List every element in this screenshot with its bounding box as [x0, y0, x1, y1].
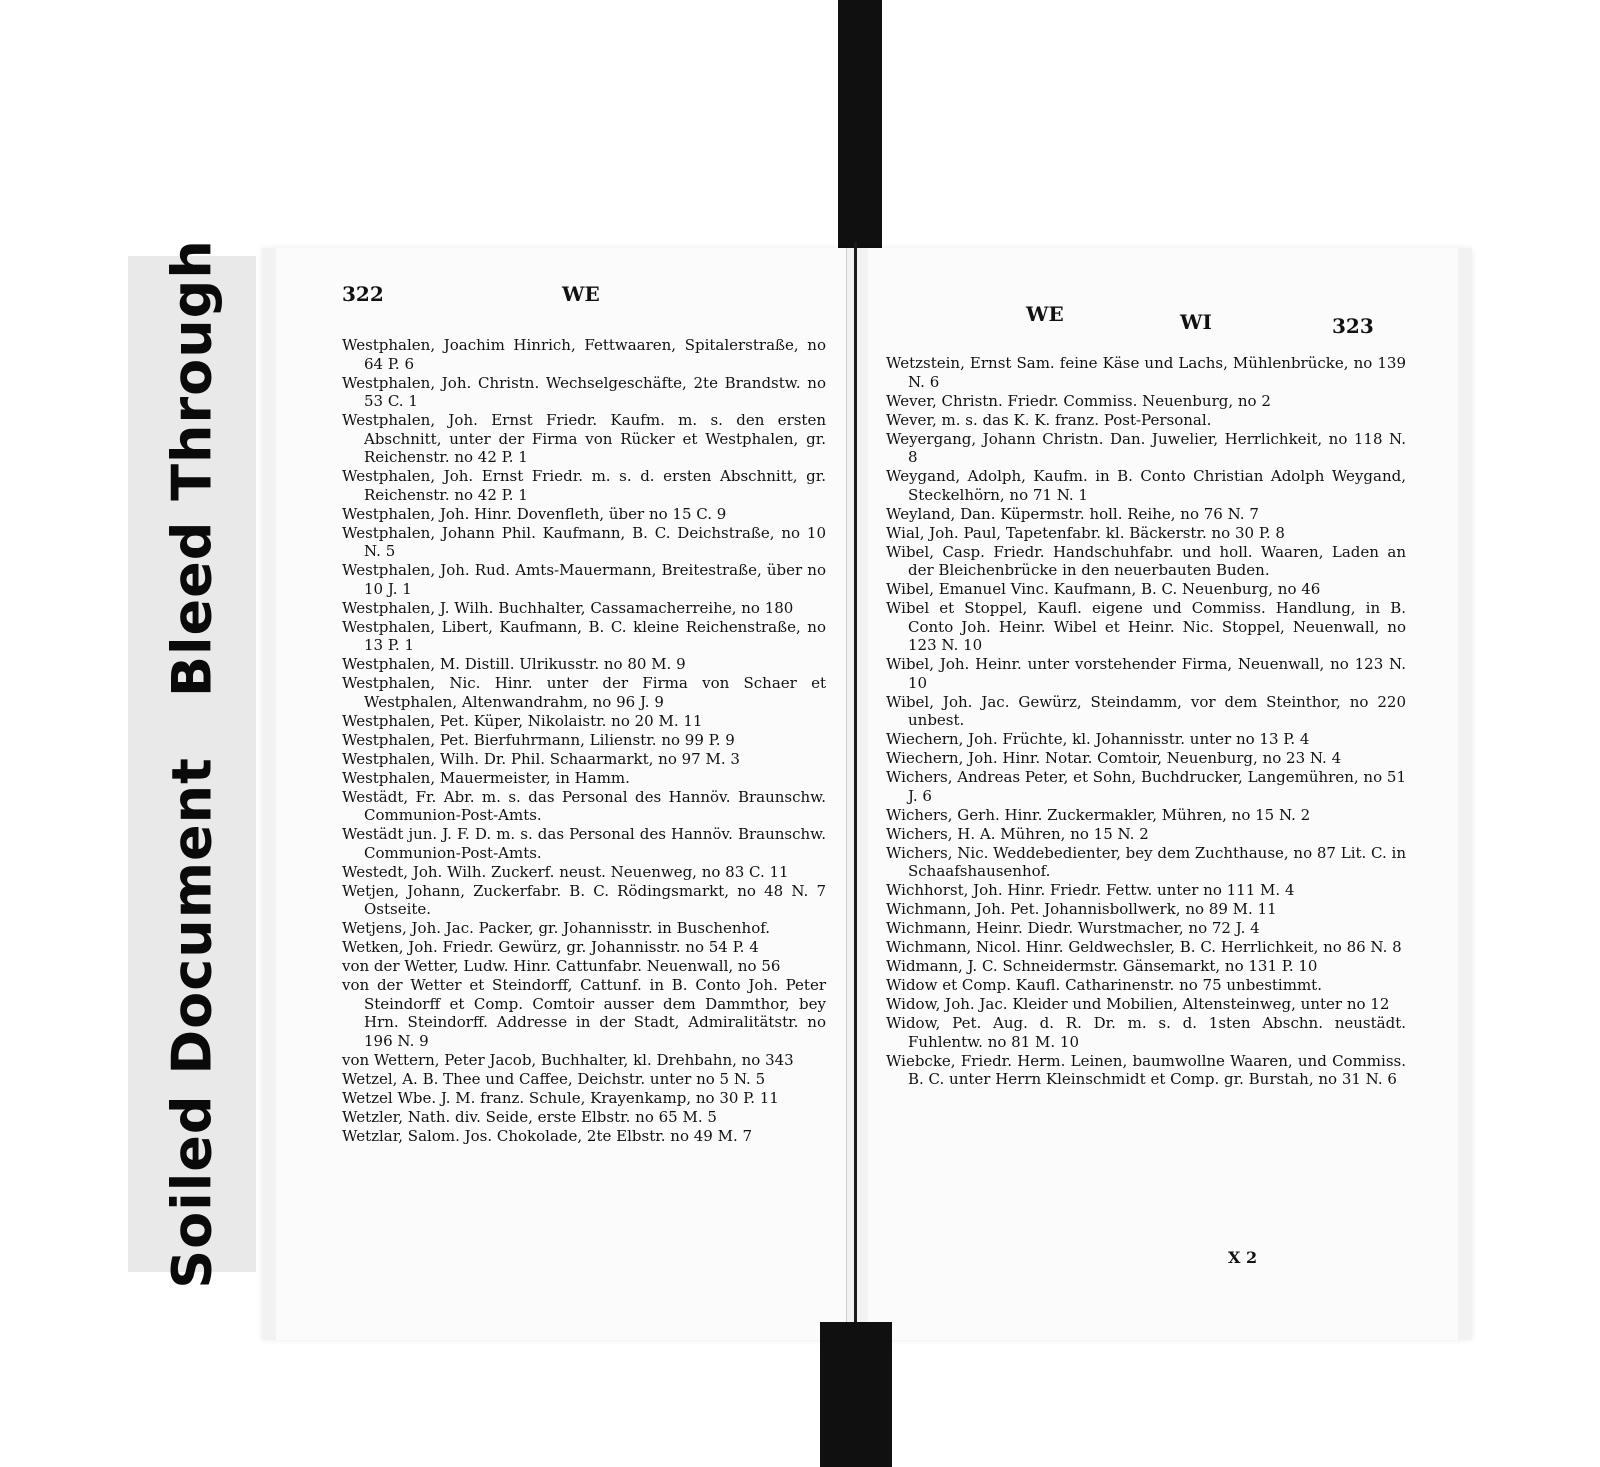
directory-entry: Widow, Joh. Jac. Kleider und Mobilien, Altensteinweg, unter no 12 — [886, 995, 1390, 1013]
directory-entry: Westphalen, Pet. Küper, Nikolaistr. no 20 M. 11 — [342, 711, 703, 730]
directory-entry: Wever, Christn. Friedr. Commiss. Neuenburg, no 2 — [886, 391, 1271, 410]
directory-entry: Westphalen, Pet. Bierfuhrmann, Lilienstr. no 99 P. 9 — [342, 730, 735, 749]
directory-entry: Wiechern, Joh. Hinr. Notar. Comtoir, Neuenburg, no 23 N. 4 — [886, 749, 1342, 767]
left-page — [276, 248, 847, 1340]
directory-entry: Wetzel Wbe. J. M. franz. Schule, Krayenkamp, no 30 P. 11 — [342, 1088, 779, 1107]
directory-entry: Westphalen, Joh. Ernst Friedr. m. s. d. ersten Abschnitt, gr. Reichenstr. no 42 P. 1 — [342, 467, 826, 504]
directory-entry: Wetzler, Nath. div. Seide, erste Elbstr. no 65 M. 5 — [342, 1107, 717, 1126]
directory-entry: Wetken, Joh. Friedr. Gewürz, gr. Johannisstr. no 54 P. 4 — [342, 938, 759, 956]
directory-entry: Wichers, Nic. Weddebedienter, bey dem Zuchthause, no 87 Lit. C. in Schaafshausenhof. — [886, 843, 1406, 880]
directory-entry: Westphalen, Mauermeister, in Hamm. — [342, 768, 630, 787]
directory-entry: Wetzlar, Salom. Jos. Chokolade, 2te Elbstr. no 49 M. 7 — [342, 1126, 753, 1145]
directory-entry: Weyergang, Johann Christn. Dan. Juwelier, Herrlichkeit, no 118 N. 8 — [886, 429, 1406, 466]
directory-entry: Westphalen, Nic. Hinr. unter der Firma von Schaer et Westphalen, Altenwandrahm, no 96 J. 9 — [342, 674, 826, 711]
label-soiled-document: Soiled Document — [160, 757, 224, 1289]
signature-mark: X 2 — [1228, 1248, 1258, 1267]
directory-entry: Wiechern, Joh. Früchte, kl. Johannisstr. unter no 13 P. 4 — [886, 730, 1310, 748]
directory-entry: Westphalen, Wilh. Dr. Phil. Schaarmarkt, no 97 M. 3 — [342, 749, 740, 768]
directory-entry: Widmann, J. C. Schneidermstr. Gänsemarkt, no 131 P. 10 — [886, 957, 1318, 975]
directory-entry: Widow, Pet. Aug. d. R. Dr. m. s. d. 1sten Abschn. neustädt. Fuhlentw. no 81 M. 10 — [886, 1014, 1406, 1051]
directory-entry: Wichhorst, Joh. Hinr. Friedr. Fettw. unter no 111 M. 4 — [886, 881, 1295, 899]
document-label-strip — [128, 239, 256, 1289]
directory-entry: Wichmann, Heinr. Diedr. Wurstmacher, no 72 J. 4 — [886, 919, 1260, 937]
directory-entry: Wibel, Casp. Friedr. Handschuhfabr. und holl. Waaren, Laden an der Bleichenbrücke in den neuerbauten Buden. — [886, 542, 1406, 579]
directory-entry: Wiebcke, Friedr. Herm. Leinen, baumwollne Waaren, und Commiss. B. C. unter Herrn Kleinschmidt et Comp. gr. Burstah, no 31 N. 6 — [886, 1051, 1406, 1088]
label-bleed-through: Bleed Through — [160, 239, 224, 698]
directory-entry: Widow et Comp. Kaufl. Catharinenstr. no 75 unbestimmt. — [886, 976, 1322, 994]
left-entry-list — [342, 336, 826, 1146]
directory-entry: Westphalen, Libert, Kaufmann, B. C. kleine Reichenstraße, no 13 P. 1 — [342, 617, 826, 654]
directory-entry: Weygand, Adolph, Kaufm. in B. Conto Christian Adolph Weygand, Steckelhörn, no 71 N. 1 — [886, 467, 1406, 504]
directory-entry: Westphalen, J. Wilh. Buchhalter, Cassamacherreihe, no 180 — [342, 598, 794, 617]
directory-entry: Wibel, Joh. Heinr. unter vorstehender Firma, Neuenwall, no 123 N. 10 — [886, 655, 1406, 692]
directory-entry: Wever, m. s. das K. K. franz. Post-Personal. — [886, 410, 1212, 429]
right-page-header-wi: WI — [1180, 310, 1212, 334]
directory-entry: Wichmann, Nicol. Hinr. Geldwechsler, B. C. Herrlichkeit, no 86 N. 8 — [886, 938, 1402, 956]
directory-entry: Westphalen, Joh. Ernst Friedr. Kaufm. m. s. den ersten Abschnitt, unter der Firma von Rücker et Westphalen, gr. Reichenstr. no 42 P. 1 — [342, 411, 826, 466]
directory-entry: Wetzel, A. B. Thee und Caffee, Deichstr. unter no 5 N. 5 — [342, 1069, 766, 1088]
directory-entry: Wial, Joh. Paul, Tapetenfabr. kl. Bäckerstr. no 30 P. 8 — [886, 523, 1285, 542]
directory-entry: Westphalen, Johann Phil. Kaufmann, B. C. Deichstraße, no 10 N. 5 — [342, 523, 826, 560]
directory-entry: Westphalen, Joachim Hinrich, Fettwaaren, Spitalerstraße, no 64 P. 6 — [342, 336, 826, 373]
directory-entry: Wichers, Gerh. Hinr. Zuckermakler, Mühren, no 15 N. 2 — [886, 805, 1311, 824]
directory-entry: Wichmann, Joh. Pet. Johannisbollwerk, no 89 M. 11 — [886, 900, 1277, 918]
directory-entry: von Wettern, Peter Jacob, Buchhalter, kl. Drehbahn, no 343 — [342, 1050, 794, 1069]
directory-entry: Wibel, Emanuel Vinc. Kaufmann, B. C. Neuenburg, no 46 — [886, 580, 1321, 598]
directory-entry: Westedt, Joh. Wilh. Zuckerf. neust. Neuenweg, no 83 C. 11 — [342, 862, 789, 881]
right-page-number: 323 — [1332, 314, 1374, 338]
binding-band-top — [838, 0, 882, 254]
directory-entry: Wetjens, Joh. Jac. Packer, gr. Johannisstr. in Buschenhof. — [342, 919, 771, 937]
directory-entry: Westädt, Fr. Abr. m. s. das Personal des Hannöv. Braunschw. Communion-Post-Amts. — [342, 787, 826, 824]
directory-entry: Wetjen, Johann, Zuckerfabr. B. C. Rödingsmarkt, no 48 N. 7 Ostseite. — [342, 881, 826, 918]
right-page — [868, 248, 1458, 1340]
directory-entry: Westphalen, M. Distill. Ulrikusstr. no 80 M. 9 — [342, 655, 686, 673]
directory-entry: Westädt jun. J. F. D. m. s. das Personal des Hannöv. Braunschw. Communion-Post-Amts. — [342, 825, 826, 862]
directory-entry: von der Wetter, Ludw. Hinr. Cattunfabr. Neuenwall, no 56 — [342, 957, 781, 975]
left-page-header: WE — [562, 282, 600, 306]
directory-entry: Wibel, Joh. Jac. Gewürz, Steindamm, vor dem Steinthor, no 220 unbest. — [886, 692, 1406, 729]
directory-entry: Wetzstein, Ernst Sam. feine Käse und Lachs, Mühlenbrücke, no 139 N. 6 — [886, 354, 1406, 391]
binding-band-bottom — [820, 1322, 892, 1467]
left-page-number: 322 — [342, 282, 384, 306]
right-entry-list — [886, 354, 1406, 1089]
document-label — [161, 239, 224, 1289]
book-gutter — [854, 242, 857, 1342]
directory-entry: Westphalen, Joh. Christn. Wechselgeschäfte, 2te Brandstw. no 53 C. 1 — [342, 373, 826, 410]
directory-entry: Weyland, Dan. Küpermstr. holl. Reihe, no 76 N. 7 — [886, 504, 1259, 523]
directory-entry: Wibel et Stoppel, Kaufl. eigene und Commiss. Handlung, in B. Conto Joh. Heinr. Wibel et Heinr. Nic. Stoppel, Neuenwall, no 123 N. 10 — [886, 599, 1406, 654]
right-page-header-we: WE — [1026, 302, 1064, 326]
book-spread — [262, 248, 1472, 1340]
directory-entry: Westphalen, Joh. Hinr. Dovenfleth, über no 15 C. 9 — [342, 504, 727, 523]
directory-entry: Westphalen, Joh. Rud. Amts-Mauermann, Breitestraße, über no 10 J. 1 — [342, 561, 826, 598]
directory-entry: Wichers, Andreas Peter, et Sohn, Buchdrucker, Langemühren, no 51 J. 6 — [886, 768, 1406, 805]
directory-entry: von der Wetter et Steindorff, Cattunf. in B. Conto Joh. Peter Steindorff et Comp. Comtoir ausser dem Dammthor, bey Hrn. Steindorff. Addresse in der Stadt, Admiralitätstr. no 196 N. 9 — [342, 976, 826, 1050]
directory-entry: Wichers, H. A. Mühren, no 15 N. 2 — [886, 824, 1149, 843]
